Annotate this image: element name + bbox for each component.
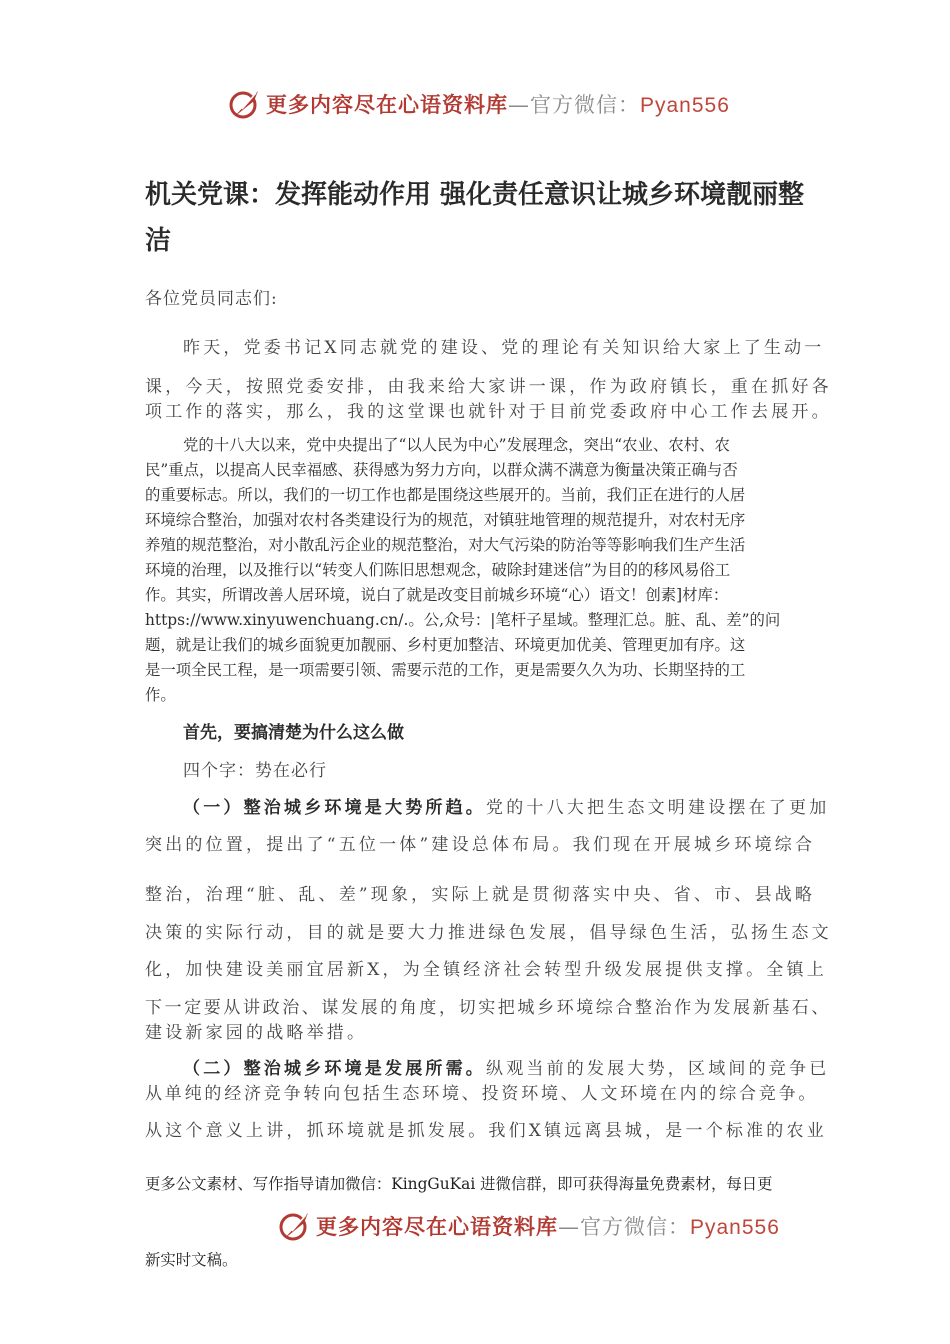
banner-main-text: 更多内容尽在心语资料库: [316, 1215, 558, 1239]
section-1-first-text: 党的十八大把生态文明建设摆在了更加: [486, 798, 830, 818]
section-1-first-line: [183, 793, 829, 818]
quill-logo-icon: [228, 87, 262, 121]
section-2-line-2: 从单纯的经济竞争转向包括生态环境、投资环境、人文环境在内的综合竞争。: [145, 1084, 819, 1104]
banner-dash: —: [558, 1215, 580, 1239]
para1-line-1: 昨天，党委书记X同志就党的建设、党的理论有关知识给大家上了生动一: [183, 338, 825, 358]
quill-logo-icon: [278, 1209, 312, 1243]
footer-note-line-1: 更多公文素材、写作指导请加微信：KingGuKai 进微信群，即可获得海量免费素材，每日更: [145, 1175, 773, 1193]
section-1-line-4: 决策的实际行动，目的就是要大力推进绿色发展，倡导绿色生活，弘扬生态文: [145, 923, 832, 943]
para2-line-10: 是一项全民工程，是一项需要引领、需要示范的工作，更是需要久久为功、长期坚持的工: [145, 661, 746, 679]
para1-line-3: 项工作的落实，那么，我的这堂课也就针对于目前党委政府中心工作去展开。: [145, 402, 832, 422]
section-2-bold-title: （二）整治城乡环境是发展所需。: [183, 1059, 486, 1079]
section-1-line-3: 整治，治理“脏、乱、差”现象，实际上就是贯彻落实中央、省、市、县战略: [145, 885, 816, 905]
banner-wechat-label: 官方微信：: [530, 93, 640, 117]
section-1-line-2: 突出的位置，提出了“五位一体”建设总体布局。我们现在开展城乡环境综合: [145, 835, 816, 855]
document-title: 机关党课：发挥能动作用 强化责任意识让城乡环境靓丽整洁: [145, 180, 805, 256]
banner-wechat-label: 官方微信：: [580, 1215, 690, 1239]
banner-dash: —: [508, 93, 530, 117]
banner-wechat-id: Pyan556: [640, 94, 730, 117]
section-1-line-5: 化，加快建设美丽宜居新X，为全镇经济社会转型升级发展提供支撑。全镇上: [145, 960, 827, 980]
para2-line-7: 作。其实，所谓改善人居环境，说白了就是改变目前城乡环境“心）语文！创素]材库：: [145, 586, 729, 604]
section-2-line-3: 从这个意义上讲，抓环境就是抓发展。我们X镇远离县城，是一个标准的农业: [145, 1121, 827, 1141]
section-2-first-text: 纵观当前的发展大势，区域间的竞争已: [486, 1059, 830, 1079]
para2-line-2: 民”重点，以提高人民幸福感、获得感为努力方向，以群众满不满意为衡量决策正确与否: [145, 461, 738, 479]
section-heading-1: 首先，要搞清楚为什么这么做: [183, 723, 404, 743]
para2-line-5: 养殖的规范整治，对小散乱污企业的规范整治，对大气污染的防治等等影响我们生产生活: [145, 536, 746, 554]
section-1-line-7: 建设新家园的战略举措。: [145, 1023, 368, 1043]
banner-main-text: 更多内容尽在心语资料库: [266, 93, 508, 117]
para2-line-8: https://www.xinyuwenchuang.cn/.。公,众号：|笔杆子星域。整理汇总。脏、乱、差”的问: [145, 611, 781, 629]
para2-line-4: 环境综合整治，加强对农村各类建设行为的规范，对镇驻地管理的规范提升，对农村无序: [145, 511, 746, 529]
watermark-banner-top: [228, 86, 788, 122]
watermark-banner-bottom: [278, 1208, 838, 1244]
para2-line-6: 环境的治理，以及推行以“转变人们陈旧思想观念，破除封建迷信”为目的的移风易俗工: [145, 561, 731, 579]
para2-line-11: 作。: [145, 686, 176, 704]
para2-line-9: 题，就是让我们的城乡面貌更加靓丽、乡村更加整洁、环境更加优美、管理更加有序。这: [145, 636, 746, 654]
para2-line-1: 党的十八大以来，党中央提出了“以人民为中心”发展理念，突出“农业、农村、农: [183, 436, 730, 454]
banner-wechat-id: Pyan556: [690, 1216, 780, 1239]
section-1-bold-title: （一）整治城乡环境是大势所趋。: [183, 798, 486, 818]
para2-line-3: 的重要标志。所以，我们的一切工作也都是围绕这些展开的。当前，我们正在进行的人居: [145, 486, 746, 504]
section-2-first-line: [183, 1054, 829, 1079]
para1-line-2: 课，今天，按照党委安排，由我来给大家讲一课，作为政府镇长，重在抓好各: [145, 377, 832, 397]
footer-note-line-2: 新实时文稿。: [145, 1251, 238, 1269]
section-1-line-6: 下一定要从讲政治、谋发展的角度，切实把城乡环境综合整治作为发展新基石、: [145, 998, 831, 1018]
subheading-four-words: 四个字：势在必行: [183, 761, 327, 781]
salutation: 各位党员同志们:: [145, 289, 278, 309]
